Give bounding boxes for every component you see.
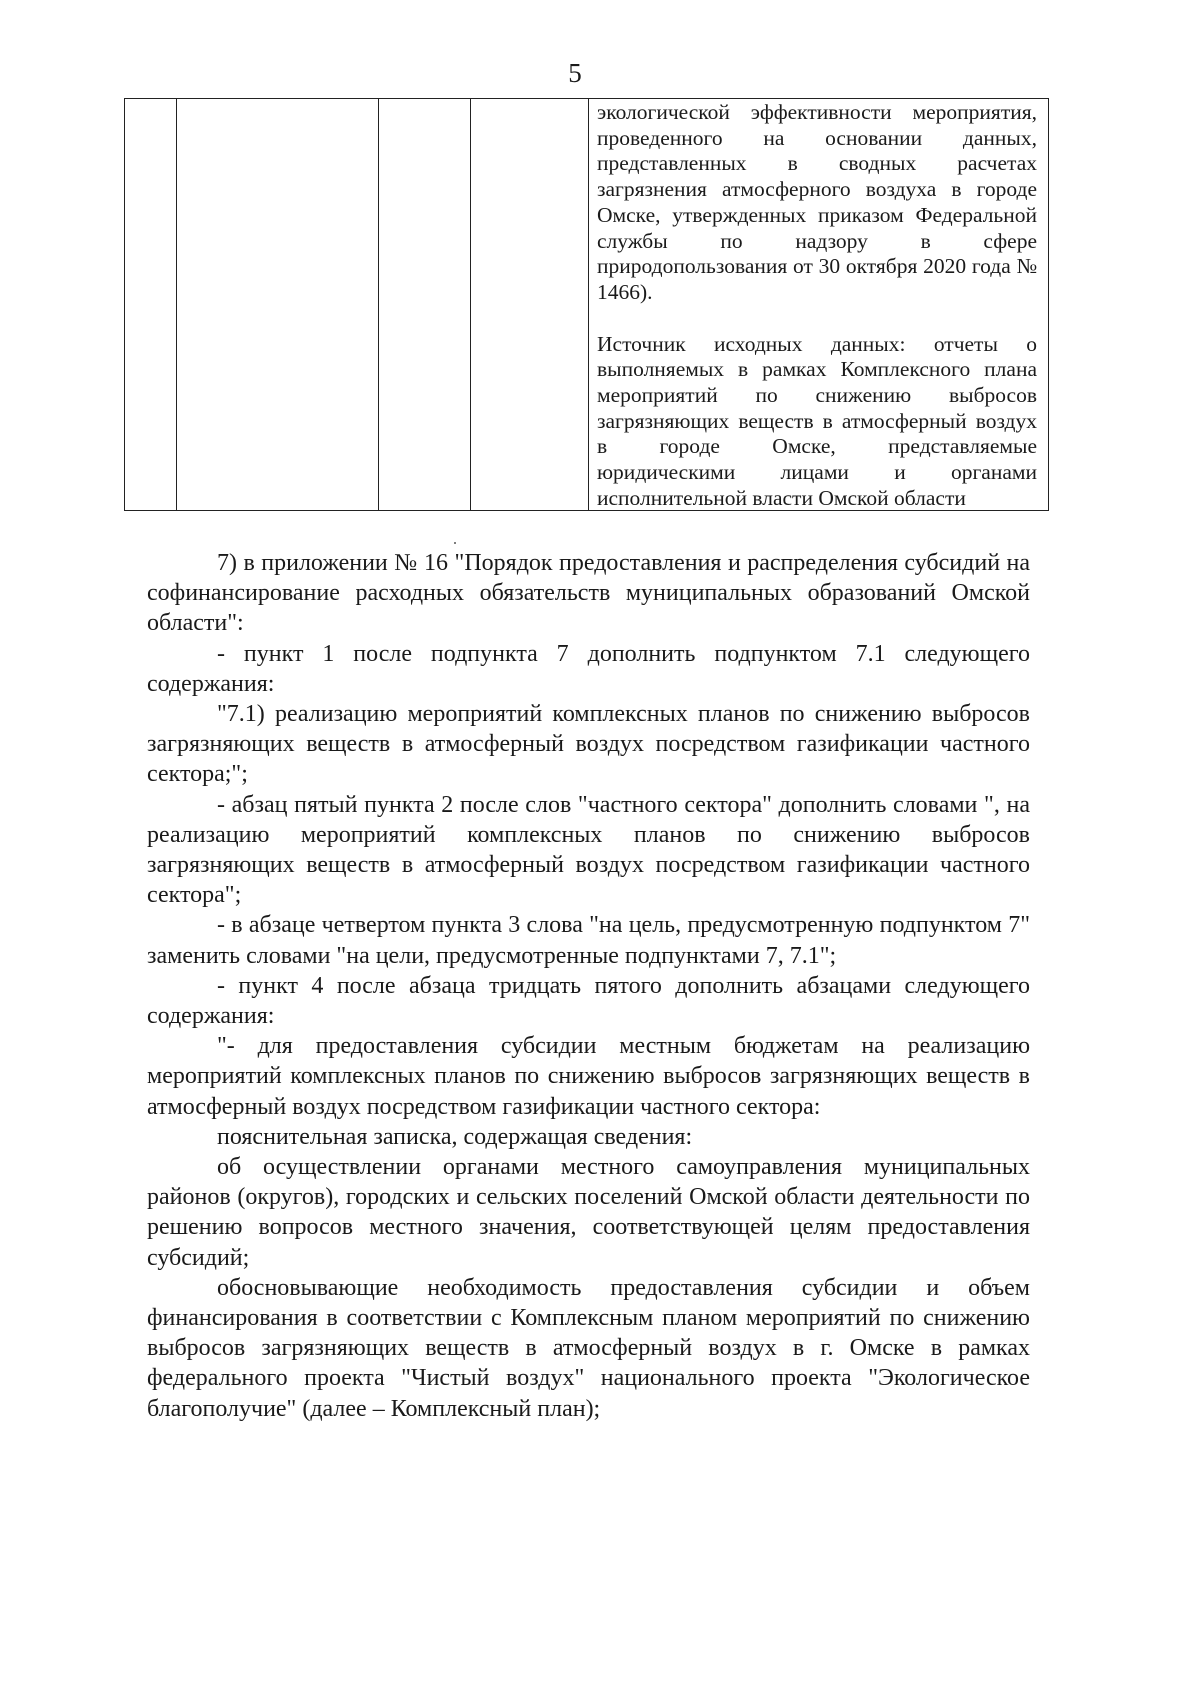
page-number: 5 <box>568 58 582 88</box>
body-paragraph: обосновывающие необходимость предоставления субсидии и объем финансирования в соответствии с Комплексным планом мероприятий по снижению выбросов загрязняющих веществ в атмосферный воздух в г. Омске в рамках федерального проекта "Чистый воздух" национального проекта "Экологическое благополучие" (далее – Комплексный план); <box>147 1274 1030 1422</box>
scan-speck <box>454 542 456 544</box>
body-paragraph: - пункт 4 после абзаца тридцать пятого дополнить абзацами следующего содержания: <box>147 972 1030 1030</box>
column-divider <box>378 99 379 510</box>
body-paragraph: - пункт 1 после подпункта 7 дополнить подпунктом 7.1 следующего содержания: <box>147 640 1030 697</box>
body-paragraph: "- для предоставления субсидии местным бюджетам на реализацию мероприятий комплексных планов по снижению выбросов загрязняющих веществ в атмосферный воздух посредством газификации частного сектора: <box>147 1033 1030 1120</box>
body-paragraph: - абзац пятый пункта 2 после слов "частного сектора" дополнить словами ", на реализацию мероприятий комплексных планов по снижению выбросов загрязняющих веществ в атмосферный воздух посредством газификации частного сектора"; <box>147 791 1030 909</box>
body-paragraph: - в абзаце четвертом пункта 3 слова "на цель, предусмотренную подпунктом 7" заменить словами "на цели, предусмотренные подпунктами 7, 7.1"; <box>147 912 1030 969</box>
table-cell-paragraph: Источник исходных данных: отчеты о выполняемых в рамках Комплексного плана мероприятий по снижению выбросов загрязняющих веществ в атмосферный воздух в городе Омске, представляемые юридическими лицами и органами исполнительной власти Омской области <box>597 331 1037 510</box>
document-body <box>147 548 1030 1424</box>
body-paragraph: "7.1) реализацию мероприятий комплексных планов по снижению выбросов загрязняющих веществ в атмосферный воздух посредством газификации частного сектора;"; <box>147 701 1030 788</box>
body-paragraph: 7) в приложении № 16 "Порядок предоставления и распределения субсидий на софинансирование расходных обязательств муниципальных образований Омской области": <box>147 550 1030 637</box>
column-divider <box>588 99 589 510</box>
body-paragraph: об осуществлении органами местного самоуправления муниципальных районов (округов), городских и сельских поселений Омской области деятельности по решению вопросов местного значения, соответствующей целям предоставления субсидий; <box>147 1154 1030 1271</box>
table-cell-paragraph: экологической эффективности мероприятия, проведенного на основании данных, представленных в сводных расчетах загрязнения атмосферного воздуха в городе Омске, утвержденных приказом Федеральной службы по надзору в сфере природопользования от 30 октября 2020 года № 1466). <box>597 100 1037 304</box>
table-cell-description <box>597 100 1037 512</box>
body-paragraph: пояснительная записка, содержащая сведения: <box>217 1123 693 1150</box>
column-divider <box>470 99 471 510</box>
column-divider <box>176 99 177 510</box>
continuation-table <box>124 98 1049 511</box>
